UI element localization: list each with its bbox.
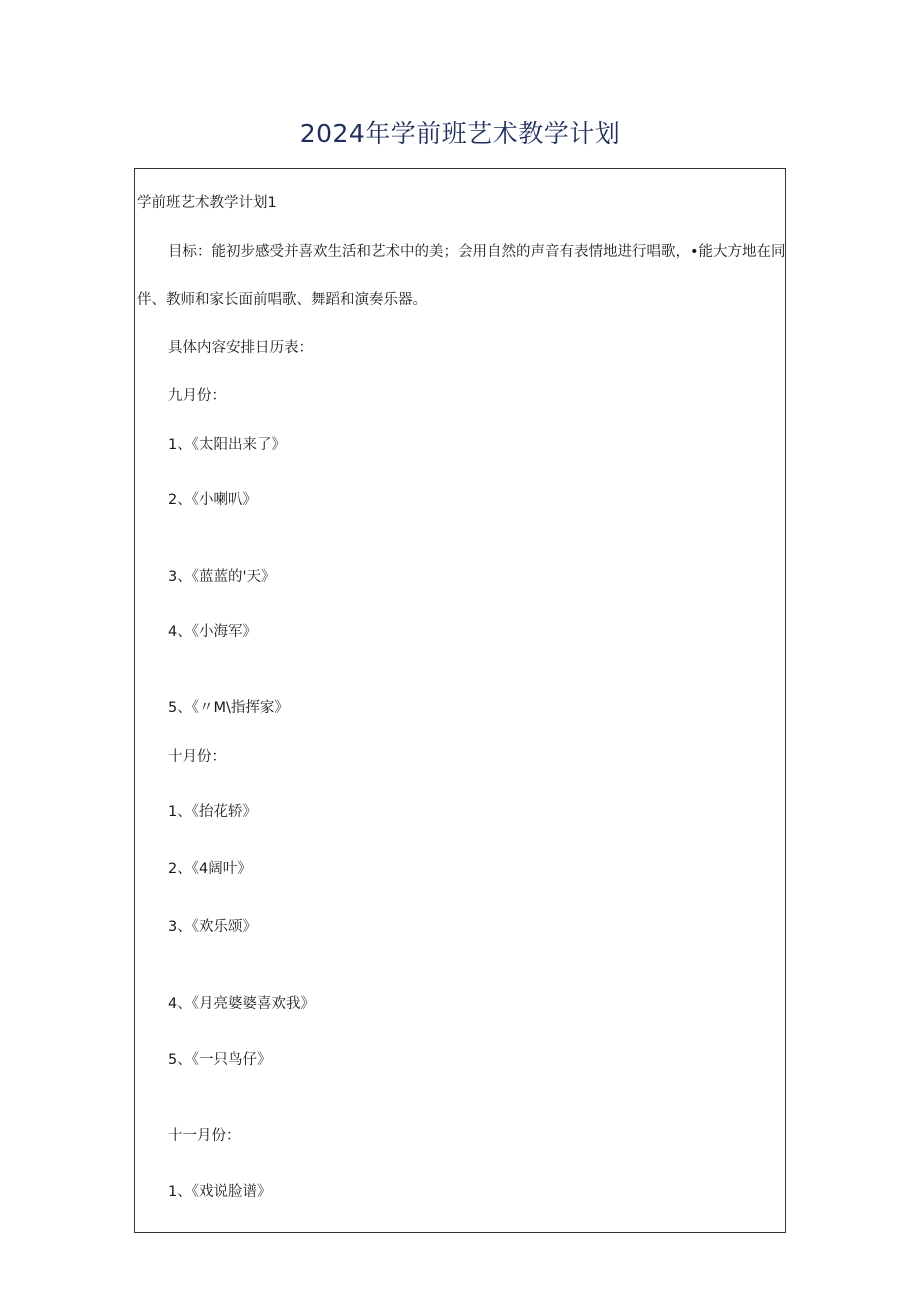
list-item: 5、《一只鸟仔》 [168, 1052, 272, 1068]
list-item: 3、《欢乐颂》 [168, 919, 257, 935]
document-title: 2024年学前班艺术教学计划 [299, 119, 621, 148]
content-frame [134, 168, 786, 1233]
month-label-september: 九月份： [168, 388, 226, 404]
list-item: 1、《戏说脸谱》 [168, 1184, 272, 1200]
schedule-heading: 具体内容安排日历表： [168, 340, 313, 356]
section-heading: 学前班艺术教学计划1 [137, 195, 277, 211]
goal-paragraph-line-1: 目标：能初步感受并喜欢生活和艺术中的美；会用自然的声音有表情地进行唱歌，•能大方地在同 [168, 244, 786, 260]
list-item: 1、《太阳出来了》 [168, 437, 286, 453]
list-item: 4、《小海军》 [168, 624, 257, 640]
list-item: 5、《〃M\指挥家》 [168, 700, 289, 716]
list-item: 2、《小喇叭》 [168, 492, 257, 508]
list-item: 3、《蓝蓝的'天》 [168, 569, 276, 585]
month-label-october: 十月份： [168, 749, 226, 765]
goal-paragraph-line-2: 伴、教师和家长面前唱歌、舞蹈和演奏乐器。 [137, 292, 427, 308]
list-item: 2、《4阔叶》 [168, 861, 252, 877]
list-item: 1、《抬花轿》 [168, 804, 257, 820]
list-item: 4、《月亮婆婆喜欢我》 [168, 996, 315, 1012]
month-label-november: 十一月份： [168, 1128, 241, 1144]
